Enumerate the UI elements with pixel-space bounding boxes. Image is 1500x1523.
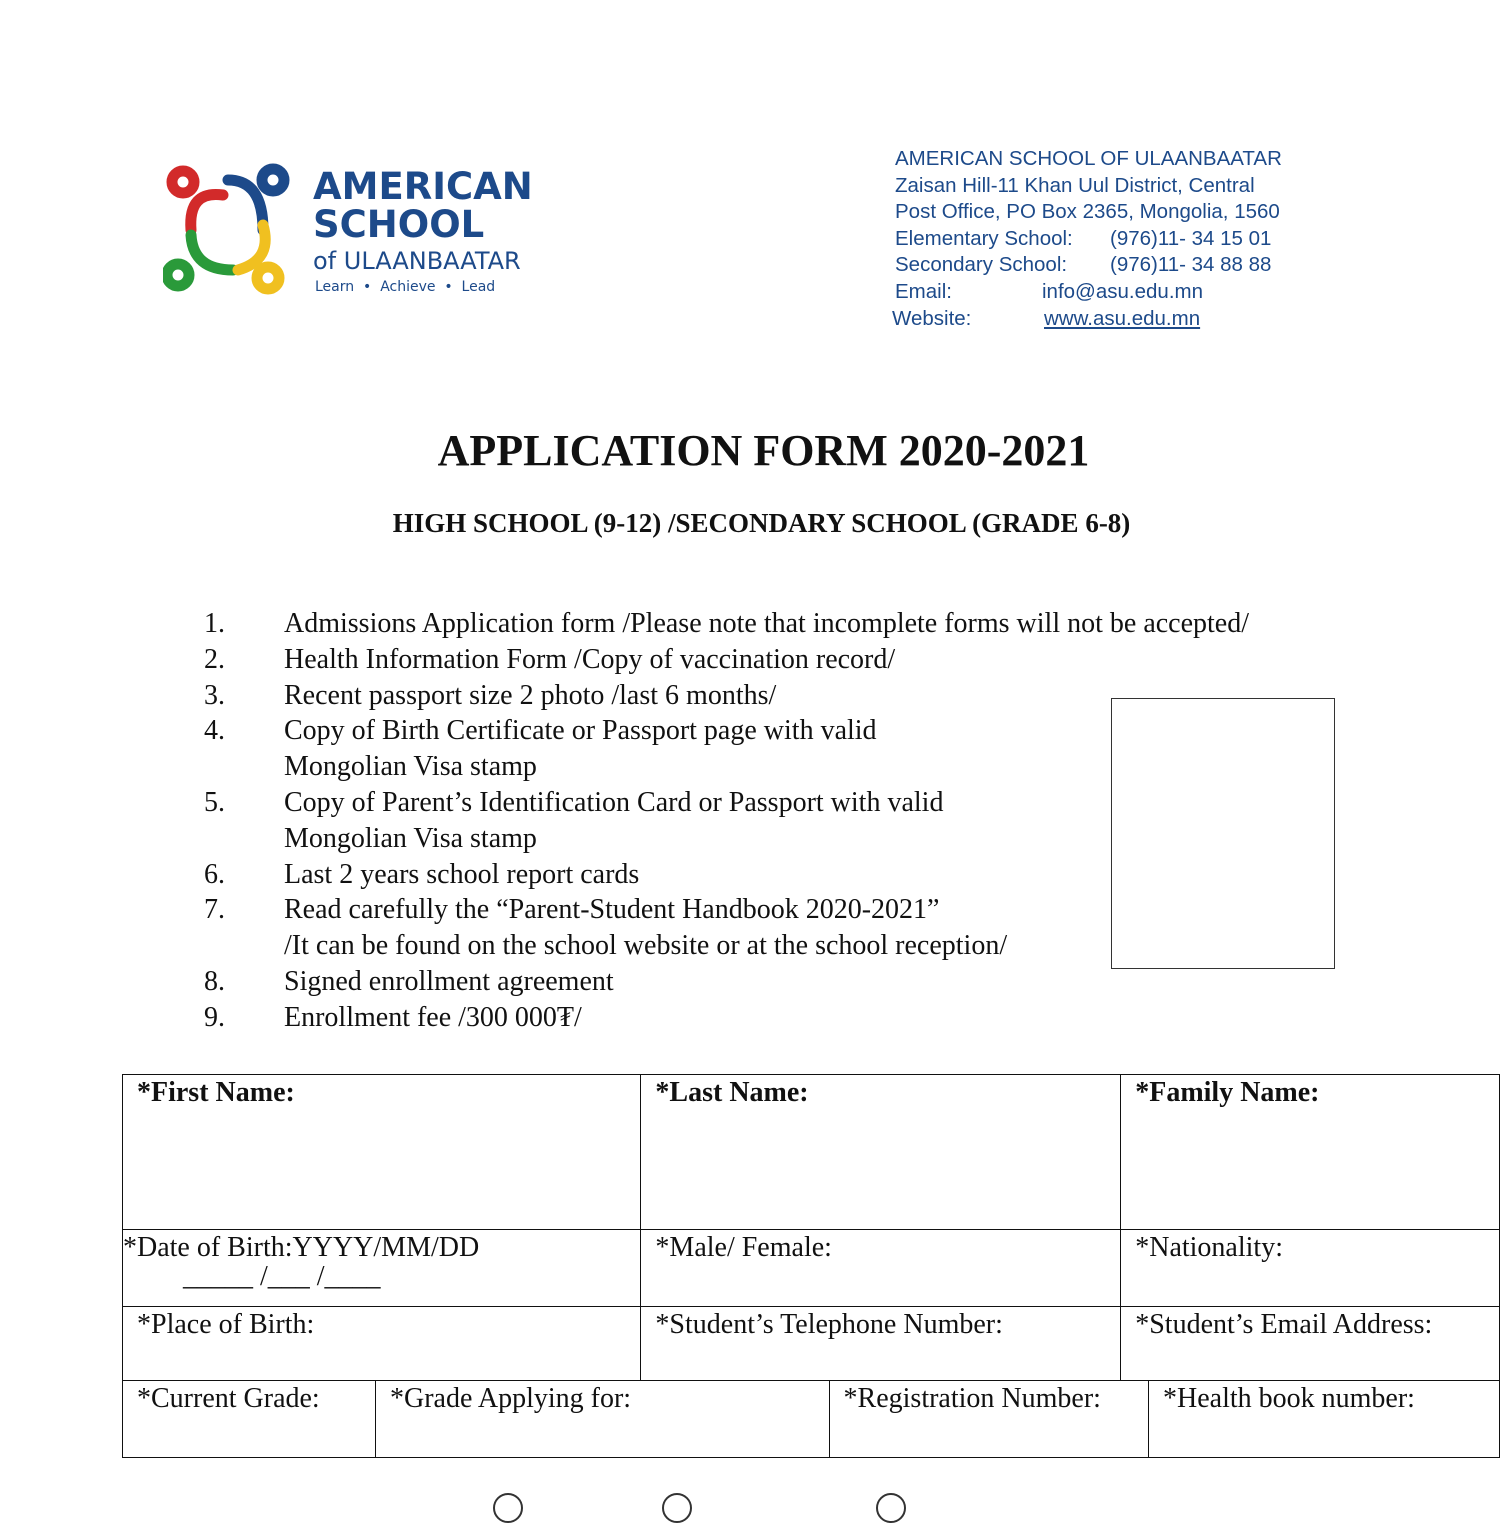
- requirement-item: [204, 713, 1249, 785]
- health-book-label: *Health book number:: [1163, 1383, 1415, 1414]
- email-label: Email:: [895, 279, 952, 303]
- place-of-birth-cell[interactable]: [123, 1307, 641, 1381]
- requirements-list: [204, 606, 1249, 1036]
- telephone-label: *Student’s Telephone Number:: [655, 1309, 1003, 1340]
- requirement-item: [204, 642, 1249, 678]
- email-cell[interactable]: [1121, 1307, 1500, 1381]
- dob-cell[interactable]: [123, 1230, 641, 1307]
- family-name-label: *Family Name:: [1135, 1077, 1320, 1108]
- requirement-text: Recent passport size 2 photo /last 6 months/: [284, 679, 777, 711]
- school-address: [892, 146, 1282, 332]
- radio-button[interactable]: [876, 1493, 906, 1523]
- page-title: APPLICATION FORM 2020-2021: [437, 426, 1090, 475]
- grade-applying-cell[interactable]: [376, 1381, 830, 1458]
- logo-line2: SCHOOL: [313, 203, 485, 246]
- requirement-text: Admissions Application form /Please note that incomplete forms will not be accepted/: [284, 608, 1250, 639]
- gender-cell[interactable]: [641, 1230, 1121, 1307]
- requirement-item: [204, 1000, 1249, 1036]
- school-name: AMERICAN SCHOOL OF ULAANBAATAR: [895, 147, 1282, 170]
- school-logo: [163, 160, 533, 305]
- page-subtitle: HIGH SCHOOL (9-12) /SECONDARY SCHOOL (GRADE 6-8): [392, 508, 1131, 538]
- requirement-item: [204, 785, 1249, 857]
- email-label: *Student’s Email Address:: [1135, 1309, 1433, 1340]
- first-name-cell[interactable]: [123, 1075, 641, 1230]
- current-grade-cell[interactable]: [123, 1381, 376, 1458]
- requirement-text: Health Information Form /Copy of vaccination record/: [284, 643, 896, 675]
- requirement-number: 1.: [204, 608, 225, 639]
- elementary-label: Elementary School:: [895, 226, 1073, 250]
- requirement-text: Copy of Parent’s Identification Card or Passport with valid: [284, 786, 944, 818]
- radio-button[interactable]: [493, 1493, 523, 1523]
- registration-label: *Registration Number:: [843, 1383, 1101, 1414]
- dob-label: *Date of Birth:YYYY/MM/DD: [123, 1232, 480, 1263]
- requirement-text: Mongolian Visa stamp: [284, 751, 537, 783]
- requirement-item: [204, 964, 1249, 1000]
- student-info-table: [122, 1074, 1500, 1458]
- requirement-text: Copy of Birth Certificate or Passport page with valid: [284, 715, 877, 747]
- dob-blank: _____ /___ /____: [183, 1261, 381, 1292]
- registration-cell[interactable]: [829, 1381, 1148, 1458]
- requirement-text: Read carefully the “Parent-Student Handbook 2020-2021”: [284, 894, 940, 926]
- address-line1: Zaisan Hill-11 Khan Uul District, Central: [895, 173, 1255, 197]
- address-line2: Post Office, PO Box 2365, Mongolia, 1560: [895, 200, 1280, 224]
- requirement-number: 5.: [204, 786, 225, 818]
- requirement-number: 3.: [204, 679, 225, 711]
- first-name-label: *First Name:: [137, 1077, 295, 1108]
- website-link[interactable]: www.asu.edu.mn: [1044, 306, 1201, 330]
- nationality-cell[interactable]: [1121, 1230, 1500, 1307]
- logo-line3: of ULAANBAATAR: [313, 247, 521, 275]
- requirement-item: [204, 606, 1249, 642]
- requirement-text: /It can be found on the school website or at the school reception/: [284, 930, 1008, 962]
- requirement-number: 8.: [204, 965, 225, 997]
- website-label: Website:: [892, 306, 972, 330]
- requirement-number: 7.: [204, 894, 225, 926]
- nationality-label: *Nationality:: [1135, 1232, 1283, 1263]
- grade-applying-label: *Grade Applying for:: [390, 1383, 632, 1414]
- current-grade-label: *Current Grade:: [137, 1383, 320, 1414]
- photo-box: [1111, 698, 1335, 969]
- family-name-cell[interactable]: [1121, 1075, 1500, 1230]
- requirement-text: Signed enrollment agreement: [284, 965, 614, 997]
- secondary-phone: (976)11- 34 88 88: [1110, 253, 1272, 277]
- last-name-cell[interactable]: [641, 1075, 1121, 1230]
- requirement-number: 6.: [204, 858, 225, 890]
- requirement-text: Last 2 years school report cards: [284, 858, 640, 890]
- requirement-number: 9.: [204, 1001, 225, 1033]
- logo-figures-icon: [163, 160, 293, 300]
- radio-button[interactable]: [662, 1493, 692, 1523]
- requirement-number: 4.: [204, 715, 225, 747]
- gender-label: *Male/ Female:: [655, 1232, 832, 1263]
- requirement-text: Enrollment fee /300 000₮/: [284, 1001, 582, 1033]
- telephone-cell[interactable]: [641, 1307, 1121, 1381]
- requirement-item: [204, 857, 1249, 893]
- secondary-label: Secondary School:: [895, 253, 1068, 277]
- place-of-birth-label: *Place of Birth:: [137, 1309, 315, 1340]
- requirement-number: 2.: [204, 643, 225, 675]
- requirement-item: [204, 892, 1249, 964]
- elementary-phone: (976)11- 34 15 01: [1110, 226, 1272, 250]
- logo-tagline: Learn • Achieve • Lead: [315, 279, 496, 295]
- requirement-item: [204, 678, 1249, 714]
- email-value: info@asu.edu.mn: [1042, 279, 1203, 303]
- health-book-cell[interactable]: [1149, 1381, 1500, 1458]
- requirement-text: Mongolian Visa stamp: [284, 822, 537, 854]
- last-name-label: *Last Name:: [655, 1077, 809, 1108]
- logo-line1: AMERICAN: [313, 165, 533, 208]
